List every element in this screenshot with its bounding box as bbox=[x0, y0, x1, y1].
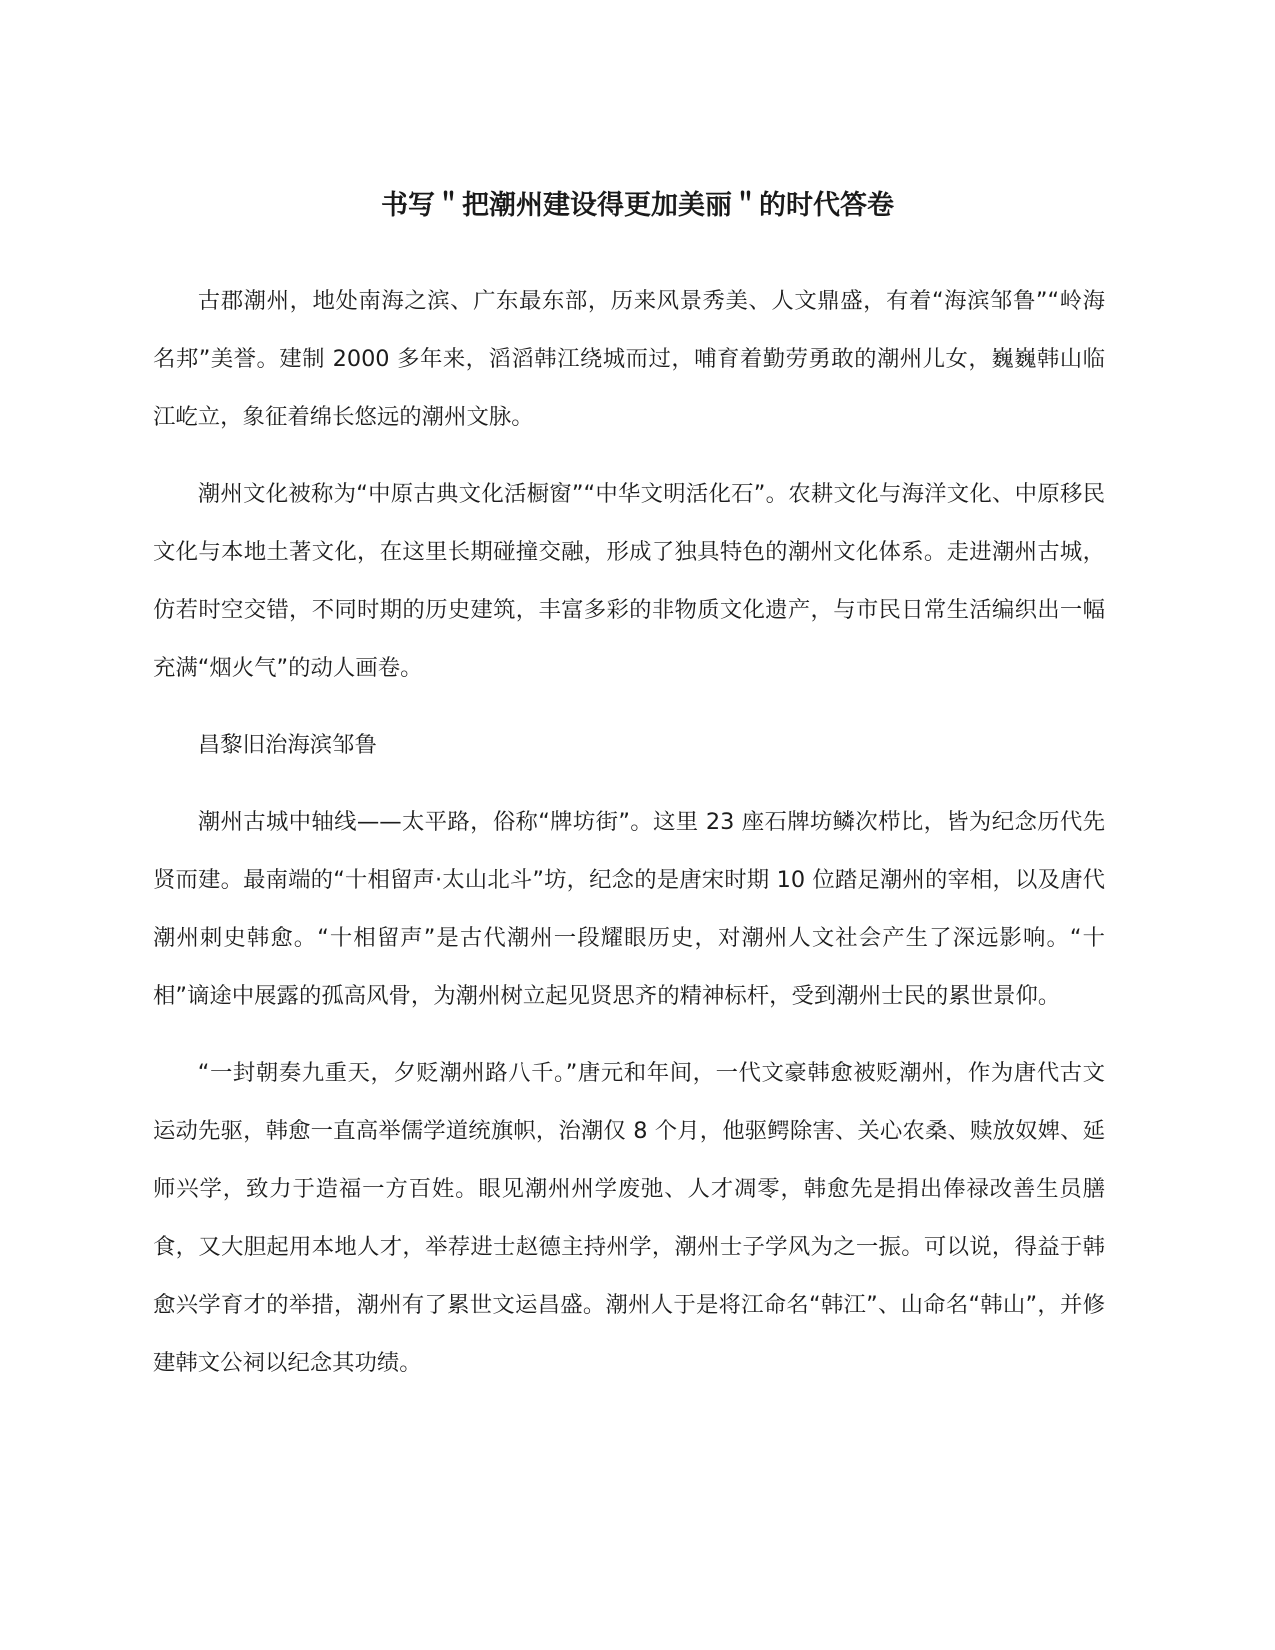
article-body bbox=[153, 272, 1105, 1411]
paragraph-han-yu: “一封朝奏九重天，夕贬潮州路八千。”唐元和年间，一代文豪韩愈被贬潮州，作为唐代古文运动先驱，韩愈一直高举儒学道统旗帜，治潮仅 8 个月，他驱鳄除害、关心农桑、赎放奴婢、延师兴学，致力于造福一方百姓。眼见潮州州学废弛、人才凋零，韩愈先是捐出俸禄改善生员膳食，又大胆起用本地人才，举荐进士赵德主持州学，潮州士子学风为之一振。可以说，得益于韩愈兴学育才的举措，潮州有了累世文运昌盛。潮州人于是将江命名“韩江”、山命名“韩山”，并修建韩文公祠以纪念其功绩。 bbox=[153, 1060, 1105, 1376]
paragraph-culture: 潮州文化被称为“中原古典文化活橱窗”“中华文明活化石”。农耕文化与海洋文化、中原移民文化与本地土著文化，在这里长期碰撞交融，形成了独具特色的潮州文化体系。走进潮州古城，仿若时空交错，不同时期的历史建筑，丰富多彩的非物质文化遗产，与市民日常生活编织出一幅充满“烟火气”的动人画卷。 bbox=[153, 481, 1105, 681]
section-subheading: 昌黎旧治海滨邹鲁 bbox=[197, 732, 377, 758]
paragraph-intro: 古郡潮州，地处南海之滨、广东最东部，历来风景秀美、人文鼎盛，有着“海滨邹鲁”“岭海名邦”美誉。建制 2000 多年来，滔滔韩江绕城而过，哺育着勤劳勇敢的潮州儿女，巍巍韩山临江屹立，象征着绵长悠远的潮州文脉。 bbox=[153, 288, 1105, 430]
paragraph-paifang-street: 潮州古城中轴线——太平路，俗称“牌坊街”。这里 23 座石牌坊鳞次栉比，皆为纪念历代先贤而建。最南端的“十相留声·太山北斗”坊，纪念的是唐宋时期 10 位踏足潮州的宰相，以及唐代潮州刺史韩愈。“十相留声”是古代潮州一段耀眼历史，对潮州人文社会产生了深远影响。“十相”谪途中展露的孤高风骨，为潮州树立起见贤思齐的精神标杆，受到潮州士民的累世景仰。 bbox=[153, 809, 1105, 1009]
article-title: 书写＂把潮州建设得更加美丽＂的时代答卷 bbox=[381, 190, 894, 221]
